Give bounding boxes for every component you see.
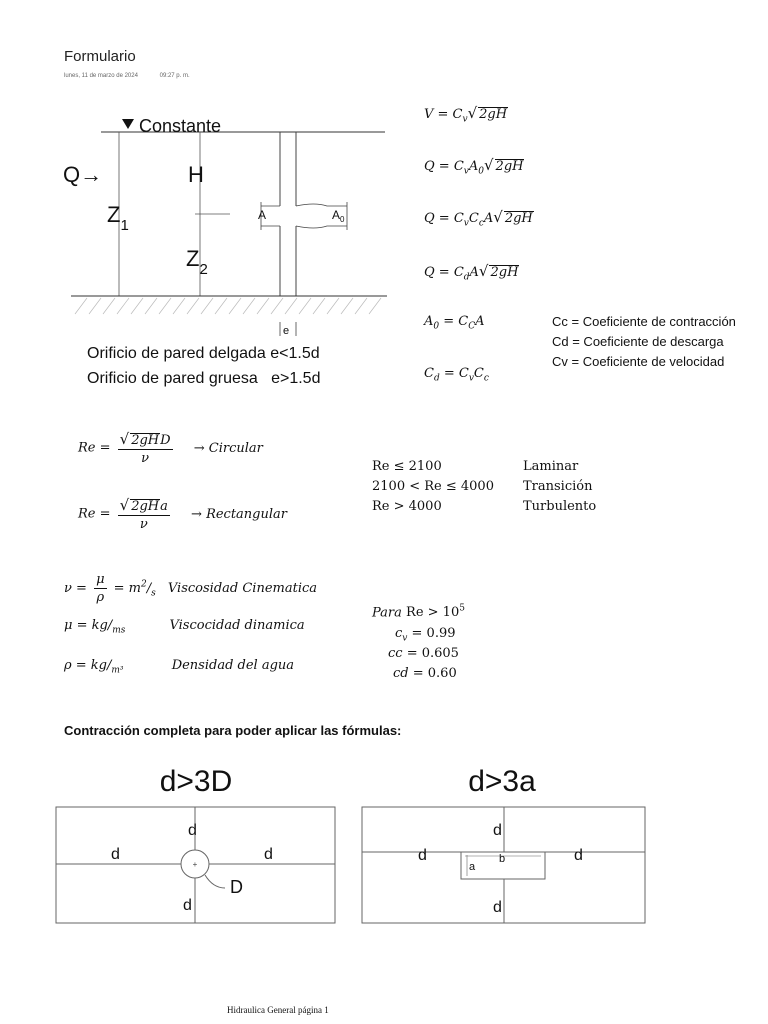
cd-value: cd = 0.60 bbox=[393, 666, 457, 681]
regime-conditions bbox=[372, 457, 494, 517]
formula-q3: $Q = C_dA√$ 2gH bbox=[424, 262, 519, 283]
a-label: A bbox=[258, 208, 267, 222]
a-dim-label: a bbox=[469, 861, 476, 873]
orifice-diagram bbox=[55, 96, 395, 398]
d-right-right: d bbox=[574, 847, 583, 864]
constante-label: Constante bbox=[139, 116, 222, 136]
regime-cond-0: Re ≤ 2100 bbox=[372, 459, 442, 474]
rectangular-contraction-diagram bbox=[361, 755, 647, 925]
cc-value: cc = 0.605 bbox=[388, 646, 459, 661]
reynolds-circular: Re = $\frac{\text{√ 2gHD}}{\nu}$ → Circular bbox=[78, 430, 263, 466]
a0-label: $A_0$ bbox=[332, 208, 345, 224]
formula-velocity: $V = C_v√$ 2gH bbox=[424, 104, 508, 125]
d-top-right: d bbox=[493, 822, 502, 839]
regime-name-2: Turbulento bbox=[523, 499, 597, 514]
svg-text:+: + bbox=[192, 860, 198, 869]
formula-a0: $A_0 = C_CA$ bbox=[424, 314, 485, 332]
rectangular-title: d>3a bbox=[468, 765, 536, 798]
d-bottom-right: d bbox=[493, 899, 502, 916]
page-time: 09:27 p. m. bbox=[159, 73, 190, 79]
d-left-right: d bbox=[418, 847, 427, 864]
formula-q1: $Q = C_vA_0√$ 2gH bbox=[424, 156, 524, 177]
cc-definition: Cc = Coeficiente de contracción bbox=[552, 314, 736, 329]
d-bottom-left: d bbox=[183, 897, 192, 914]
b-label: b bbox=[499, 853, 506, 865]
mu-label: Viscocidad dinamica bbox=[169, 618, 305, 633]
diameter-label: D bbox=[230, 877, 243, 897]
circular-contraction-diagram bbox=[55, 755, 337, 925]
formula-cd: $C_d = C_vC_c$ bbox=[424, 366, 489, 384]
page-meta bbox=[64, 73, 210, 79]
regime-name-1: Transición bbox=[523, 479, 593, 494]
formula-q2: $Q = C_vC_cA√$ 2gH bbox=[424, 208, 533, 229]
coefficient-legend bbox=[552, 312, 736, 372]
water-level-marker bbox=[122, 119, 134, 129]
regime-name-0: Laminar bbox=[523, 459, 579, 474]
flow-label: Q→ bbox=[63, 162, 103, 187]
h-label: H bbox=[188, 162, 204, 187]
rectangular-label: → Rectangular bbox=[191, 506, 287, 522]
formula-mu: $\mu = kg/_{ms}$ Viscocidad dinamica bbox=[64, 618, 305, 636]
page-footer: Hidraulica General página 1 bbox=[227, 1005, 329, 1015]
circular-title: d>3D bbox=[159, 765, 233, 798]
e-label: e bbox=[283, 325, 290, 337]
page-title: Formulario bbox=[64, 48, 136, 65]
para-condition: Para $Re > 10^5$ bbox=[372, 604, 465, 621]
page-date: lunes, 11 de marzo de 2024 bbox=[64, 73, 138, 79]
reynolds-rectangular: Re = $\frac{\text{√ 2gHa}}{\nu}$ → Rectangular bbox=[78, 496, 287, 532]
thick-wall-text: Orificio de pared gruesa e>1.5d bbox=[87, 370, 321, 387]
circular-label: → Circular bbox=[193, 440, 263, 456]
ground-hatch bbox=[75, 298, 381, 314]
thin-wall-text: Orificio de pared delgada e<1.5d bbox=[87, 345, 320, 362]
formula-rho: $\rho = kg/_{m^3}$ Densidad del agua bbox=[64, 658, 295, 676]
cv-definition: Cv = Coeficiente de velocidad bbox=[552, 354, 725, 369]
formula-nu: ν = $\frac{\mu}{\rho}$ = $m^2/_s$ Viscosidad Cinematica bbox=[64, 572, 318, 605]
regime-cond-1: 2100 < Re ≤ 4000 bbox=[372, 479, 494, 494]
cd-definition: Cd = Coeficiente de descarga bbox=[552, 334, 724, 349]
z2-label: $Z_2$ bbox=[186, 246, 208, 278]
z1-label: $Z_1$ bbox=[107, 202, 129, 234]
contraction-heading: Contracción completa para poder aplicar las fórmulas: bbox=[64, 723, 402, 738]
d-left-left: d bbox=[111, 846, 120, 863]
nu-label: Viscosidad Cinematica bbox=[167, 581, 318, 596]
cv-value: $c_v = 0.99$ bbox=[395, 626, 456, 644]
regime-cond-2: Re > 4000 bbox=[372, 499, 442, 514]
regime-names bbox=[523, 457, 596, 517]
d-top-left: d bbox=[188, 822, 197, 839]
d-right-left: d bbox=[264, 846, 273, 863]
rho-label: Densidad del agua bbox=[171, 658, 295, 673]
